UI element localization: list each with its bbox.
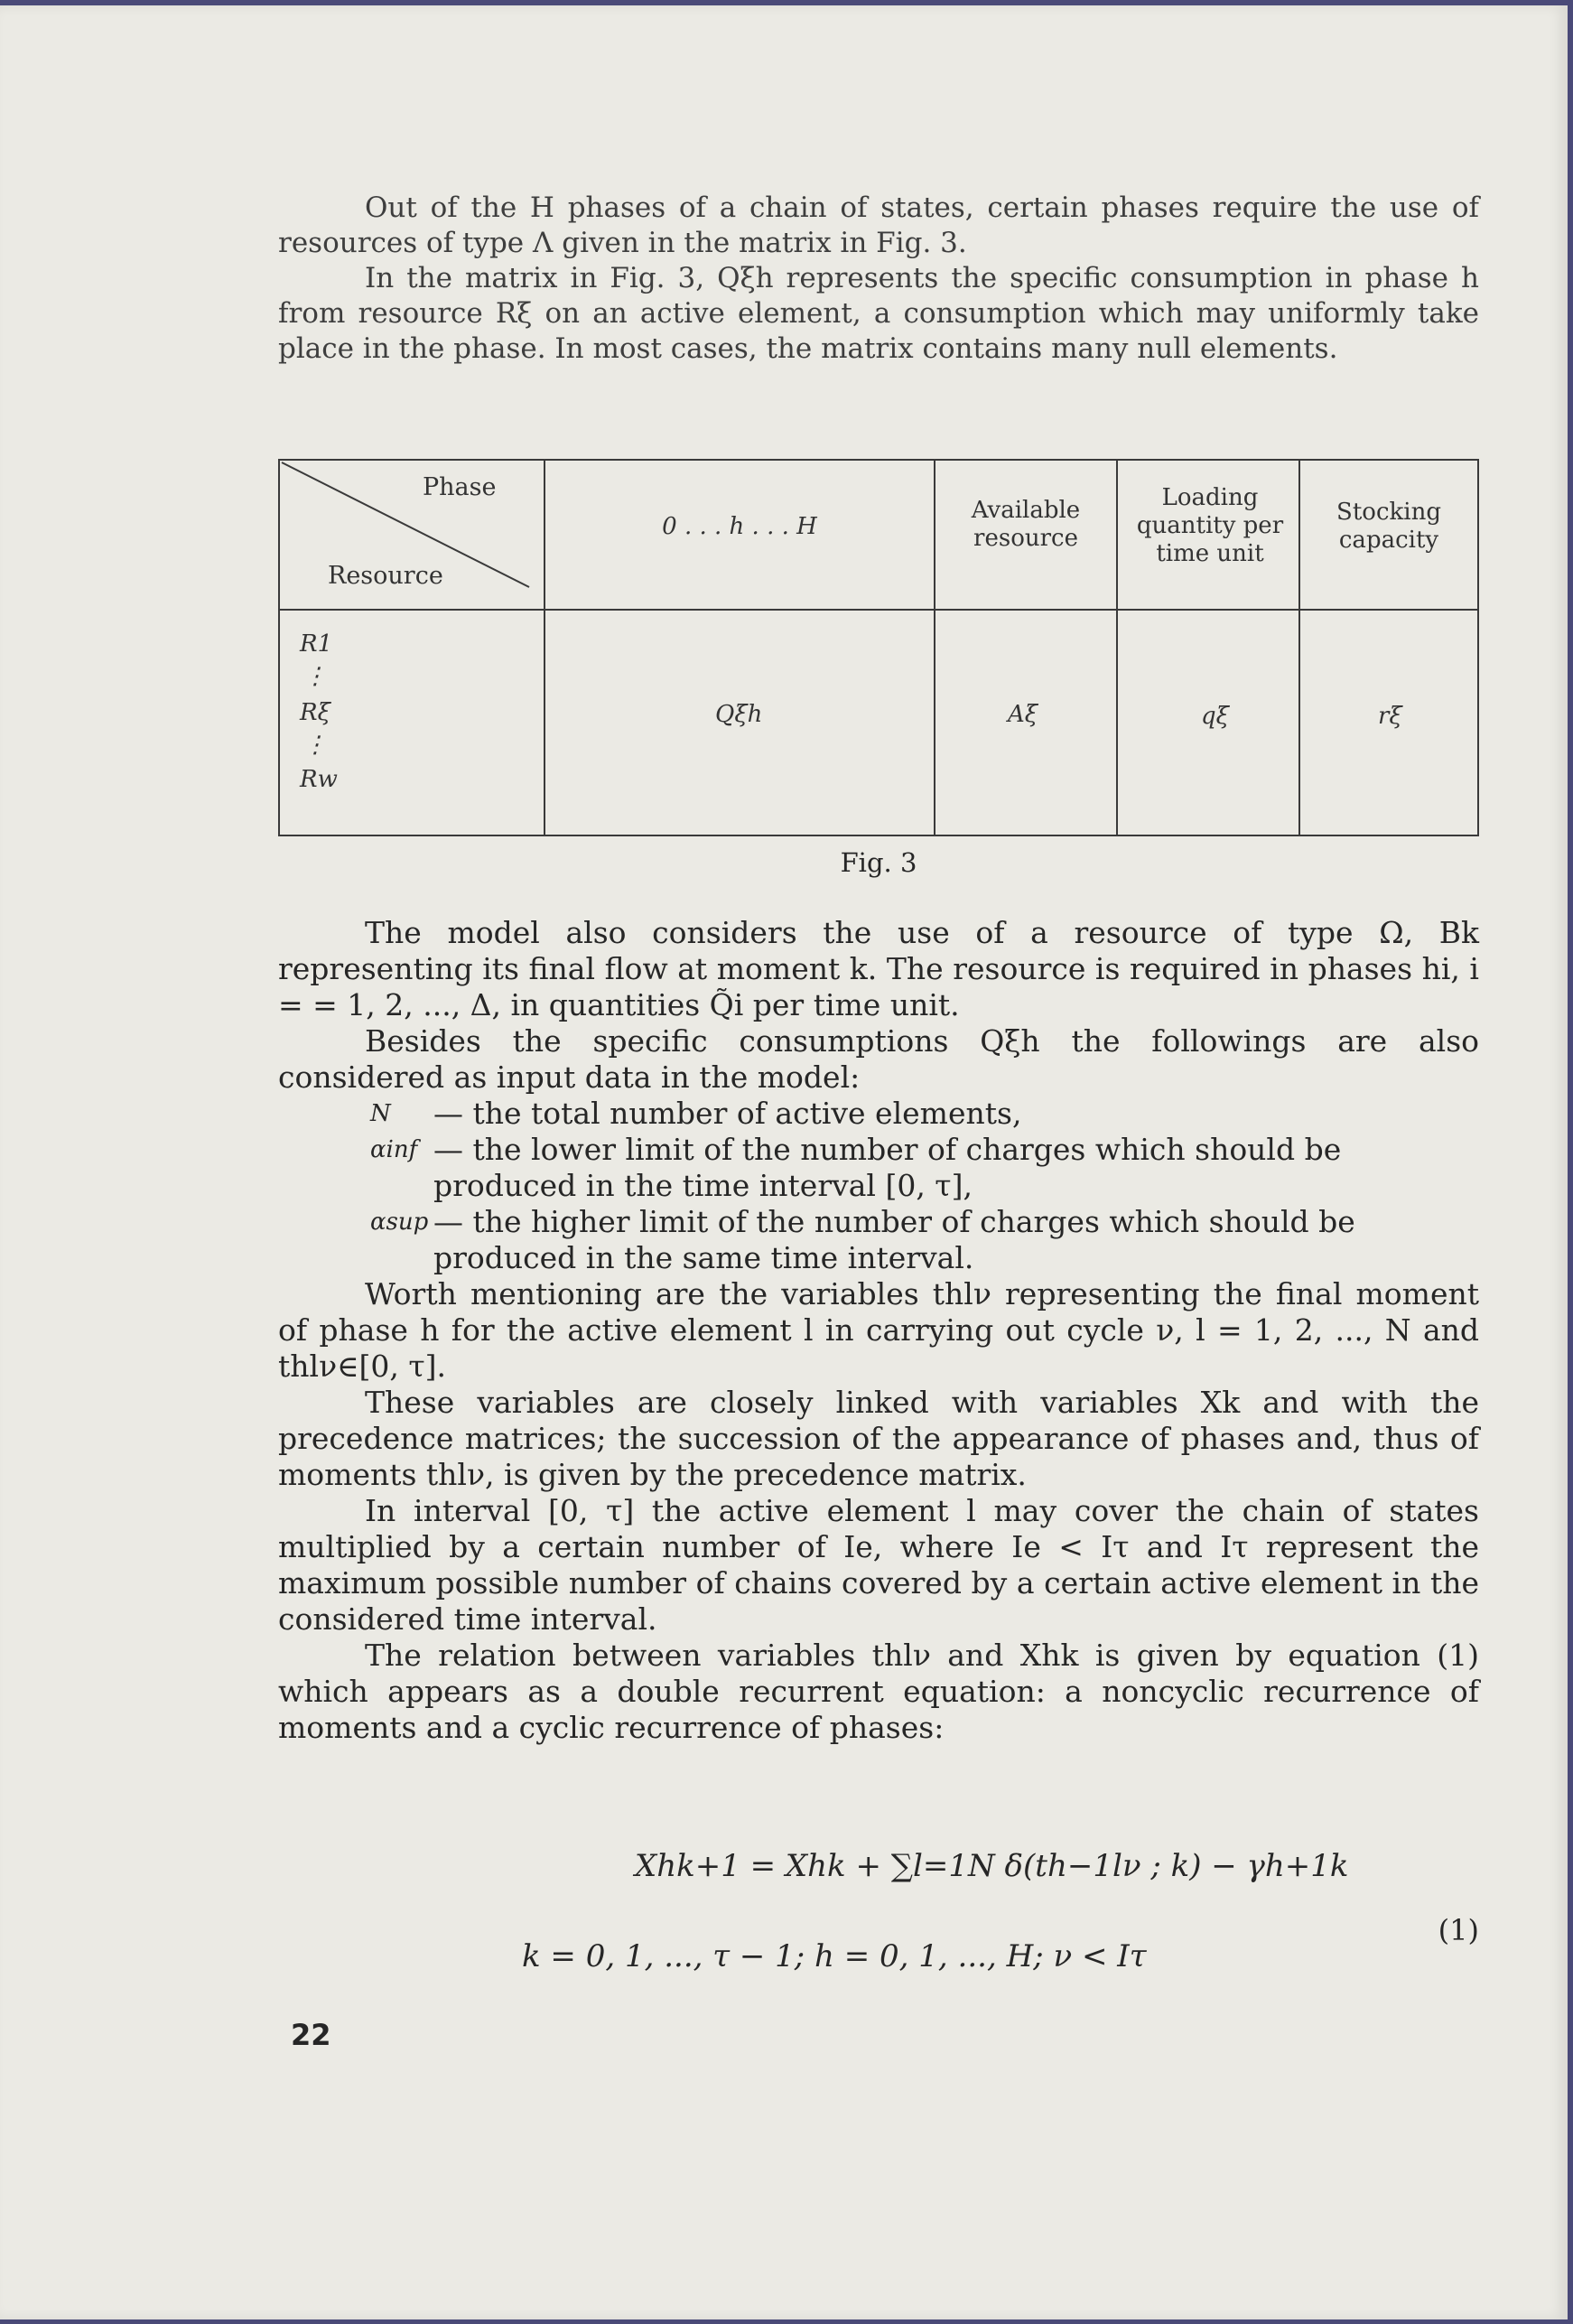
cell-available: Aξ <box>1008 701 1038 728</box>
cell-stocking: rξ <box>1378 703 1402 730</box>
paragraph: Besides the specific consumptions Qξh the followings are also considered as input data in the model: <box>278 1023 1479 1095</box>
definition-text: — the higher limit of the number of charges which should be produced in the same time interval. <box>433 1204 1355 1275</box>
definition-list <box>370 1096 1479 1276</box>
paragraph: Worth mentioning are the variables thlν representing the final moment of phase h for the active element l in carrying out cycle ν, l = 1, 2, ..., N and thlν∈[0, τ]. <box>278 1276 1479 1384</box>
page-number: 22 <box>291 2018 331 2052</box>
header-stocking: Stocking capacity <box>1336 499 1441 554</box>
cell-loading: qξ <box>1201 703 1229 730</box>
definition-item <box>370 1204 1479 1276</box>
header-available: Available resource <box>971 497 1081 552</box>
corner-label-resource: Resource <box>328 562 443 590</box>
definition-text: — the total number of active elements, <box>433 1096 1022 1131</box>
table-border <box>1298 459 1300 836</box>
equation-conditions: k = 0, 1, ..., τ − 1; h = 0, 1, ..., H; ν < Iτ <box>522 1938 1147 1974</box>
table-border <box>1477 459 1479 836</box>
definition-text: — the lower limit of the number of charges which should be produced in the time interval [0, τ], <box>433 1132 1342 1203</box>
paragraph: The relation between variables thlν and Xhk is given by equation (1) which appears as a double recurrent equation: a noncyclic recurrence of moments and a cyclic recurrence of phases: <box>278 1638 1479 1745</box>
definition-symbol: N <box>370 1100 391 1127</box>
definition-symbol: αinf <box>370 1136 418 1163</box>
header-loading: Loading quantity per time unit <box>1136 484 1284 567</box>
resource-r1: R1 <box>300 630 333 658</box>
definition-item <box>370 1096 1479 1132</box>
vertical-ellipsis: ⋮ <box>303 663 327 690</box>
header-phases: 0 . . . h . . . H <box>662 513 817 540</box>
resource-rxi: Rξ <box>300 699 330 726</box>
paragraph: In the matrix in Fig. 3, Qξh represents the specific consumption in phase h from resource Rξ on an active element, a consumption which may uniformly take place in the phase. In most cases, the matrix contains many null elements. <box>278 262 1479 365</box>
body-text <box>278 915 1479 1746</box>
resource-rw: Rw <box>300 766 338 793</box>
cell-consumption: Qξh <box>715 701 763 728</box>
table-border <box>934 459 935 836</box>
paragraph: These variables are closely linked with variables Xk and with the precedence matrices; the succession of the appearance of phases and, thus of moments thlν, is given by the precedence matrix. <box>278 1385 1479 1492</box>
vertical-ellipsis: ⋮ <box>303 732 327 759</box>
resource-matrix-figure <box>278 459 1479 838</box>
document-page <box>0 5 1568 2319</box>
definition-symbol: αsup <box>370 1209 429 1236</box>
table-border <box>1116 459 1118 836</box>
equation-number: (1) <box>1438 1913 1479 1947</box>
corner-label-phase: Phase <box>423 473 497 501</box>
paragraph: Out of the H phases of a chain of states, certain phases require the use of resources of type Λ given in the matrix in Fig. 3. <box>278 191 1479 259</box>
paragraph: The model also considers the use of a resource of type Ω, Bk representing its final flow at moment k. The resource is required in phases hi, i = = 1, 2, ..., Δ, in quantities Q̃i per time unit. <box>278 915 1479 1022</box>
intro-text <box>278 191 1479 367</box>
definition-item <box>370 1132 1479 1204</box>
equation-line: Xhk+1 = Xhk + ∑l=1N δ(th−1lν ; k) − γh+1k <box>635 1848 1349 1884</box>
figure-caption: Fig. 3 <box>840 847 917 878</box>
paragraph: In interval [0, τ] the active element l may cover the chain of states multiplied by a certain number of Ie, where Ie < Iτ and Iτ represent the maximum possible number of chains covered by a certain active element in the considered time interval. <box>278 1493 1479 1637</box>
